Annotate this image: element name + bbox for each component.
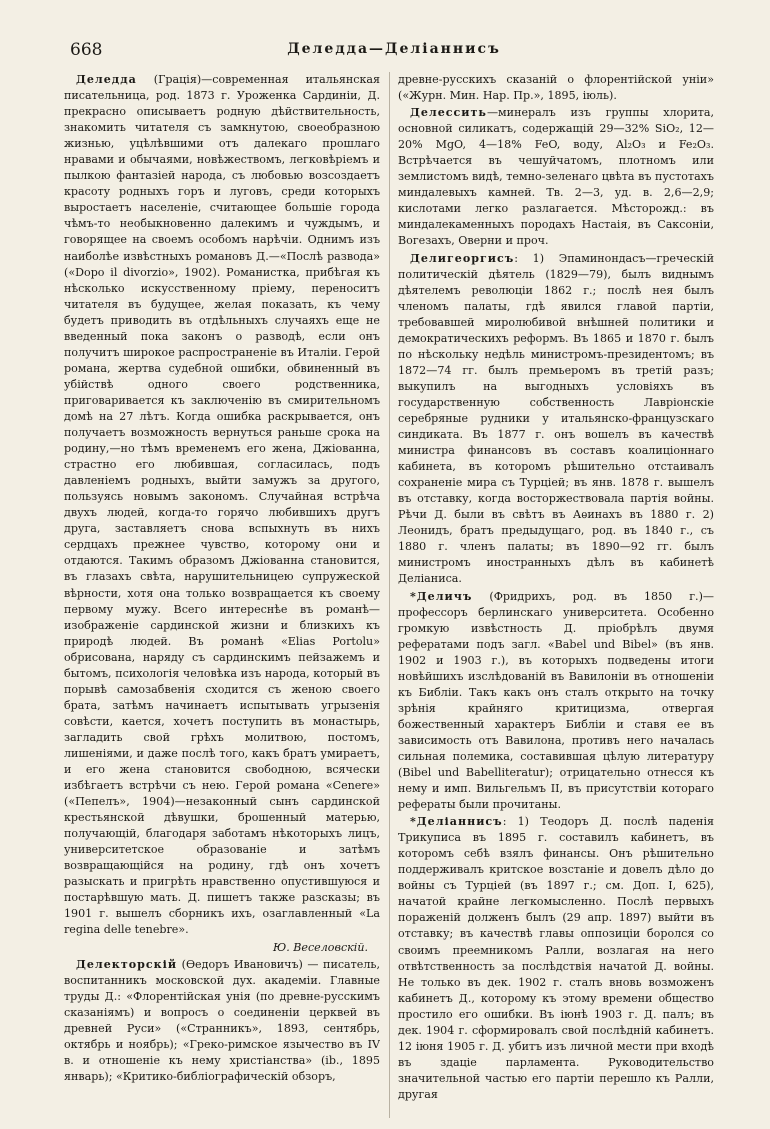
entry-deledda	[64, 72, 380, 939]
page-number: 668	[70, 40, 103, 60]
entry-headword: Деледда	[76, 73, 137, 86]
entry-text: —минералъ изъ группы хлорита, основной силикатъ, содержащій 29—32% SiO₂, 12—20% MgO, 4—18% FeO, воду, Al₂O₃ и Fe₂O₃. Встрѣчается въ чешуйчатомъ, плотномъ или землистомъ видѣ, темно-зеленаго цвѣта въ пустотахъ миндалевыхъ камней. Тв. 2—3, уд. в. 2,6—2,9; кислотами легко разлагается. Мѣсторожд.: въ миндалекаменныхъ породахъ Настаія, въ Саксоніи, Вогезахъ, Оверни и проч.	[398, 106, 714, 248]
entry-headword: Делигеоргисъ	[410, 251, 515, 265]
entry-continuation: древне-русскихъ сказаній о флорентійской уніи» («Журн. Мин. Нар. Пр.», 1895, іюль).	[398, 73, 714, 103]
page-header	[70, 40, 718, 68]
entry-delessit	[398, 105, 714, 249]
running-head: Деледда—Деліаннисъ	[287, 41, 501, 57]
entry-headword: Делекторскій	[76, 957, 178, 971]
text-columns	[64, 72, 720, 1118]
entry-delektorsky	[64, 957, 380, 1085]
entry-headword: *Деліаннисъ	[410, 815, 503, 829]
entry-deliannis	[398, 814, 714, 1103]
entry-text: (Грація)—современная итальянская писательница, род. 1873 г. Уроженка Сардиніи, Д. прекрасно описываетъ родную дѣйствительность, знакомить читателя съ замкнутою, своеобразною жизнью, уцѣлѣвшими отъ далекаго прошлаго нравами и обычаями, новѣжествомъ, легковѣріемъ и пылкою фантазіей народа, съ любовью возсоздаетъ красоту родныхъ горъ и луговъ, среди которыхъ выростаетъ населеніе, считающее большіе города чѣмъ-то необыкновенно далекимъ и чуждымъ, и говорящее на своемъ особомъ нарѣчіи. Однимъ изъ наиболѣе извѣстныхъ романовъ Д.—«Послѣ развода» («Dopo il divorzio», 1902). Романистка, прибѣгая къ нѣсколько искусственному пріему, переноситъ читателя въ будущее, желая показать, къ чему будетъ приводить въ отдѣльныхъ случаяхъ еще не введенный пока законъ о разводѣ, если онъ получитъ широкое распространеніе въ Италіи. Герой романа, жертва судебной ошибки, обвиненный въ убійствѣ одного своего родственника, приговаривается къ заключенію въ смирительномъ домѣ на 27 лѣтъ. Когда ошибка раскрывается, онъ получаетъ возможность вернуться раньше срока на родину,—но тѣмъ временемъ его жена, Джіованна, страстно его любившая, согласилась, подъ давленіемъ родныхъ, выйти замужъ за другого, пользуясь новымъ закономъ. Случайная встрѣча двухъ людей, когда-то горячо любившихъ другъ друга, заставляетъ снова вспыхнуть въ нихъ сердцахъ прежнее чувство, которому они и отдаются. Такимъ образомъ Джіованна становится, въ глазахъ свѣта, нарушительницею супружеской вѣрности, хотя она только возвращается къ своему первому мужу. Всего интереснѣе въ романѣ—изображеніе сардинской жизни и близкихъ къ природѣ людей. Въ романѣ «Elias Portolu» обрисована, наряду съ сардинскимъ пейзажемъ и бытомъ, психологія человѣка изъ народа, который въ порывѣ самозабвенія сходится съ женою своего брата, затѣмъ начинаетъ испытывать угрызенія совѣсти, кается, хочетъ поступить въ монастырь, загладить свой грѣхъ молитвою, постомъ, лишеніями, и даже послѣ того, какъ братъ умираетъ, и его жена становится свободною, всячески избѣгаетъ встрѣчи съ нею. Герой романа «Cenere» («Пепелъ», 1904)—незаконный сынъ сардинской крестьянской дѣвушки, брошенный матерью, получающій, благодаря заботамъ нѣкоторыхъ лицъ, университетское образованіе и затѣмъ возвращающійся на родину, гдѣ онъ хочетъ разыскать и пригрѣть нравственно опустившуюся и постарѣвшую мать. Д. пишетъ также разсказы; въ 1901 г. вышелъ сборникъ ихъ, озаглавленный «La regina delle tenebre».	[64, 73, 380, 937]
entry-deligeorgis	[398, 251, 714, 588]
column-divider	[389, 72, 390, 1118]
left-column	[64, 72, 380, 1118]
entry-delitzsch	[398, 589, 714, 814]
entry-text: : 1) Эпаминондасъ—греческій политическій дѣятель (1829—79), былъ виднымъ дѣятелемъ революціи 1862 г.; послѣ нея былъ членомъ палаты, гдѣ явился главой партіи, требовавшей миролюбивой внѣшней политики и демократическихъ реформъ. Въ 1865 и 1870 г. былъ по нѣскольку недѣль министромъ-президентомъ; въ 1872—74 гг. былъ премьеромъ въ третій разъ; выкупилъ на выгодныхъ условіяхъ въ государственную собственность Лавріонскіе серебряные рудники у итальянско-французскаго синдиката. Въ 1877 г. онъ вошелъ въ качествѣ министра финансовъ въ составъ коалиціоннаго кабинета, въ которомъ рѣшительно отстаивалъ сохраненіе мира съ Турціей; въ янв. 1878 г. вышелъ въ отставку, когда восторжествовала партія войны. Рѣчи Д. были въ свѣтъ въ Аѳинахъ въ 1880 г. 2) Леонидъ, братъ предыдущаго, род. въ 1840 г., съ 1880 г. членъ палаты; въ 1890—92 гг. былъ министромъ иностранныхъ дѣлъ въ кабинетѣ Деліаниса.	[398, 251, 714, 586]
entry-text: : 1) Теодоръ Д. послѣ паденія Трикуписа въ 1895 г. составилъ кабинетъ, въ которомъ себѣ взялъ финансы. Онъ рѣшительно поддерживалъ критское возстаніе и довелъ дѣло до войны съ Турціей (въ 1897 г.; см. Доп. I, 625), начатой крайне легкомысленно. Послѣ первыхъ пораженій долженъ былъ (29 апр. 1897) выйти въ отставку; въ качествѣ главы оппозиціи боролся со своимъ преемникомъ Ралли, возлагая на него отвѣтственность за послѣдствія начатой Д. войны. Не только въ дек. 1902 г. сталъ вновь возможенъ кабинетъ Д., которому къ этому времени общество простило его ошибки. Въ іюнѣ 1903 г. Д. палъ; въ дек. 1904 г. сформировалъ свой послѣдній кабинетъ. 12 іюня 1905 г. Д. убитъ изъ личной мести при входѣ въ здаціе парламента. Руководительство значительной частью его партіи перешло къ Ралли, другая	[398, 815, 714, 1101]
entry-text: (Фридрихъ, род. въ 1850 г.)—профессоръ берлинскаго университета. Особенно громкую извѣстность Д. пріобрѣлъ двумя рефератами подъ загл. «Babel und Bibel» (въ янв. 1902 и 1903 г.), въ которыхъ подведены итоги новѣйшихъ изслѣдованій въ Вавилоніи въ отношеніи къ Библіи. Такъ какъ онъ сталъ открыто на точку зрѣнія крайняго критицизма, отвергая божественный характеръ Библіи и ставя ее въ зависимость отъ Вавилона, противъ него началась сильная полемика, составившая цѣлую литературу (Bibel und Babelliteratur); отрицательно отнесся къ нему и имп. Вильгельмъ II, въ присутствіи котораго рефераты были прочитаны.	[398, 589, 714, 812]
entry-headword: *Деличъ	[410, 589, 473, 603]
entry-text: (Ѳедоръ Ивановичъ) — писатель, воспитанникъ московской дух. академіи. Главные труды Д.: «Флорентійская унія (по древне-русскимъ сказаніямъ) и вопросъ о соединеніи церквей въ древней Руси» («Странникъ», 1893, сентябрь, октябрь и ноябрь); «Греко-римское язычество въ IV в. и отношеніе къ нему христіанства» (ib., 1895 январь); «Критико-библіографическій обзоръ,	[64, 957, 380, 1083]
right-column	[398, 72, 714, 1118]
entry-headword: Делессить	[410, 106, 487, 120]
author-signature: Ю. Веселовскій.	[272, 940, 368, 954]
